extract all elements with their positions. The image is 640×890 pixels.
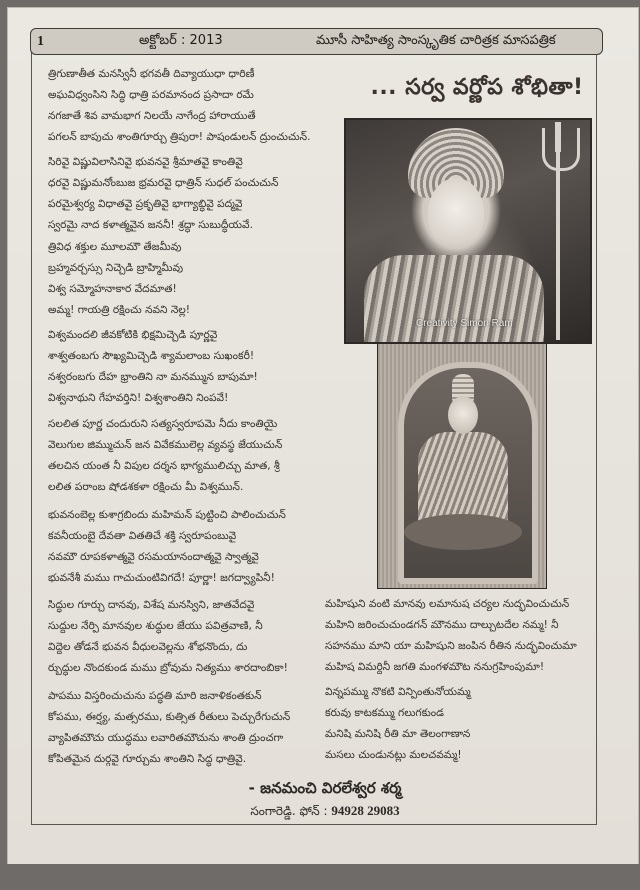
poem-line: పాపము విస్తరించుచును పద్ధతి మారి జనాళికంతకున్ — [48, 690, 262, 702]
poem-line: విశ్వనాథుని గేహవర్తిని! విశ్వశాంతిని నింపవే! — [48, 392, 229, 404]
poem-line: విశ్వమందలి జీవకోటికి భిక్షమిచ్చెడి పూర్ణవై — [48, 329, 218, 341]
poem-line: సుద్దుల నేర్పి మానవుల శుద్ధుల జేయు పవిత్రవాణి, నీ — [48, 620, 263, 632]
poem-line: మహిషుని వంటి మానవు లమానుష చర్యల నుద్భవించుచున్ — [325, 598, 570, 610]
poem-line: సహనము మాని యా మహిషుని జంపిన రీతిన నుద్భవించుమా — [325, 640, 577, 652]
poem-line: పగలన్ బాపుచు శాంతిగూర్చు త్రిపురా! పాషండులన్ ద్రుంచుచున్. — [48, 131, 311, 143]
stanza-2 — [48, 152, 278, 236]
poem-line: అఘవిధ్వంసిని సిద్ధి ధాత్రి పరమానంద ప్రసాదా రమే — [48, 89, 254, 101]
poem-line: కవనీయంబై దేవతా వితతిచే శక్తి స్వరూపంబువై — [48, 530, 237, 542]
seated-goddess-image — [377, 343, 547, 589]
poem-line: స్వరమై నాద కళాత్మవైన జననీ! శ్రద్ధా సుబుద్ధీయవే. — [48, 219, 253, 231]
stanza-10 — [325, 682, 471, 766]
author-signature: - జనమంచి విరలేశ్వర శర్మ — [248, 779, 402, 797]
stanza-1 — [48, 64, 310, 148]
stanza-8 — [48, 686, 290, 770]
deity-head-shape — [448, 396, 478, 434]
trident-head-shape — [542, 128, 580, 171]
stanza-6 — [48, 505, 286, 589]
poem-line: పరమైశ్వర్య విధాతవై ప్రకృతివై భాగ్యాబ్ధివై పద్మవై — [48, 198, 243, 210]
poem-line: బ్రహ్మవర్చస్సు నిచ్చెడి బ్రాహ్మిమీవు — [48, 262, 184, 274]
poem-line: లలిత పరాంబ షోడశకళా రక్షించు మీ విశ్వమున్. — [48, 481, 244, 493]
poem-line: మహిష విమర్దినీ జగతి మంగళమౌట ననుగ్రహింపుమా! — [325, 661, 545, 673]
poem-line: నవమౌ రూపకళాత్మవై రసమయానందాత్మవై స్వాత్మవై — [48, 551, 259, 563]
poem-line: త్రివిధ శక్తుల మూలమౌ తేజమీవు — [48, 241, 182, 253]
stanza-5 — [48, 414, 282, 498]
poem-line: ర్బుద్ధుల నొందకుండ మము బ్రోవుమ నిత్యము శారదాంబికా! — [48, 662, 288, 674]
poem-line: విశ్వ సమ్మోహనాకార వేదమాత! — [48, 283, 177, 295]
poem-line: వ్యాపితమౌచు యుద్ధము లవారితమౌచును శాంతి ద్రుంచగా — [48, 732, 284, 744]
publication-name: మూసీ సాహిత్య సాంస్కృతిక చారిత్రక మాసపత్రిక — [316, 32, 556, 48]
poem-line: సిరివై విష్ణువిలాసినివై భువనవై శ్రీమాతవై కాంతివై — [48, 156, 243, 168]
deity-lap-shape — [404, 514, 522, 550]
poem-line: శాశ్వతంబగు సౌఖ్యమిచ్చెడి శ్యామలాంబ సుఖంకరీ! — [48, 350, 255, 362]
poem-line: కరువు కాటకమ్ము గలుగకుండ — [325, 707, 444, 719]
poem-title: ... సర్వ వర్ణోప శోభితా! — [370, 75, 584, 100]
stanza-7 — [48, 595, 288, 679]
trident-shaft-shape — [556, 150, 560, 340]
phone-number: 94928 29083 — [331, 803, 400, 818]
poem-line: మహిని జరించుచుండగన్ మౌనము దాల్చుటదేల నమ్మ! నీ — [325, 619, 559, 631]
page-number: 1 — [37, 33, 44, 49]
poem-line: అమ్మ! గాయత్రి రక్షించు నవని నెల్ల! — [48, 304, 191, 316]
image-credit: Creativity Simon Ram — [416, 318, 513, 329]
goddess-portrait-image — [344, 118, 592, 344]
stanza-4 — [48, 325, 258, 409]
poem-line: ధరవై విష్ణుమనోంబుజ భ్రమరవై ధాత్రిన్ సుధల్ పంచుచున్ — [48, 177, 279, 189]
poem-line: మనిషి మనిషి రీతి మా తెలంగాణాన — [325, 728, 471, 740]
poem-line: తలచిన యంత నీ విపుల దర్శన భాగ్యములిచ్చు మాత, శ్రీ — [48, 460, 280, 472]
poem-line: మసలు చుండునట్లు మలచవమ్మ! — [325, 749, 462, 761]
poem-line: కోపము, ఈర్ష్య, మత్సరము, కుత్సిత రీతులు పెచ్చురేగుచున్ — [48, 711, 291, 723]
stanza-3 — [48, 237, 190, 321]
poem-line: సలలిత పూర్ణ చందురుని సత్యస్వరూపమె నీదు కాంతియై — [48, 418, 278, 430]
poem-line: భువనంబెల్ల కుశాగ్రబిందు మహిమన్ పుట్టించి పాలించుచున్ — [48, 509, 286, 521]
body-shape — [364, 255, 544, 344]
page-header — [30, 28, 603, 55]
poem-line: సిద్ధుల గూర్చు దానవు, విశేష మనస్విని, జాతవేదవై — [48, 599, 255, 611]
stanza-9 — [325, 594, 577, 678]
poem-line: త్రిగుణాతీత మనస్వినీ భగవతీ దివ్యాయుధా ధారిణీ — [48, 68, 255, 80]
poem-line: భువనేశీ మము గాచుచుంటివిగదే! పూర్ణా! జగద్వ్యాపినీ! — [48, 572, 275, 584]
poem-line: వెలుగుల జిమ్ముచున్ జన వివేకములెల్ల వ్యవస్థ జేయుచున్ — [48, 439, 283, 451]
poem-line: విద్దెల తోడనే భువన వీధులవెల్లను శోభనొందు, దు — [48, 641, 248, 653]
poem-line: నశ్వరంబగు దేహ భ్రాంతిని నా మనమ్మున బాపుమా! — [48, 371, 258, 383]
poem-line: నగజాతే శివ వామభాగ నిలయే నాగేంద్ర హారాయుతే — [48, 110, 256, 122]
author-address — [0, 803, 640, 821]
poem-line: కోపితమైన దుర్గవై గూర్చుమ శాంతిని సిద్ధ ధాత్రివై. — [48, 753, 247, 765]
scan-background — [0, 864, 640, 890]
face-shape — [428, 178, 484, 248]
issue-date: అక్టోబర్ : 2013 — [139, 32, 223, 48]
poem-line: విన్నపమ్ము నొకటి విన్పింతునోయమ్మ — [325, 686, 471, 698]
address-place: సంగారెడ్డి. ఫోన్ : — [250, 804, 328, 818]
